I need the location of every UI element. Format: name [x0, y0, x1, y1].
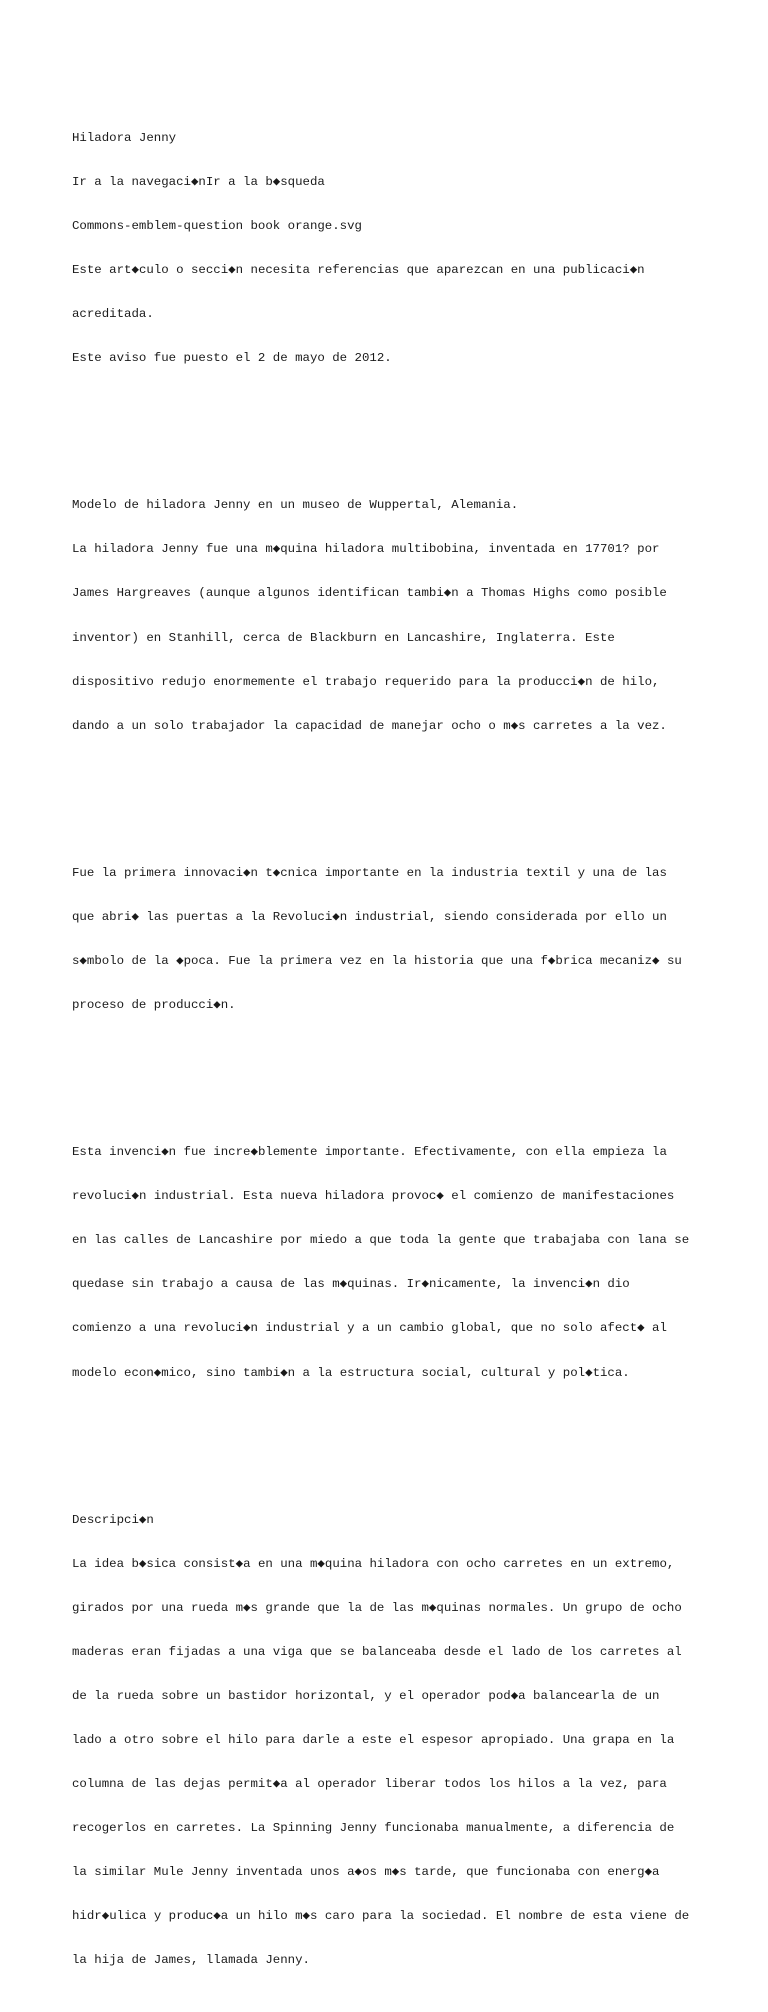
- section-description: [72, 1483, 702, 1997]
- paragraph-spacer: [72, 425, 702, 440]
- paragraph-importance: [72, 1116, 702, 1410]
- paragraph-line: proceso de producci◆n.: [72, 998, 236, 1013]
- paragraph-line: hidr◆ulica y produc◆a un hilo m◆s caro para la sociedad. El nombre de esta viene de: [72, 1909, 690, 1924]
- paragraph-line: maderas eran fijadas a una viga que se balanceaba desde el lado de los carretes al: [72, 1644, 682, 1659]
- paragraph-line: dispositivo redujo enormemente el trabajo requerido para la producci◆n de hilo,: [72, 674, 660, 689]
- notice-line: Este art◆culo o secci◆n necesita referencias que aparezcan en una publicaci◆n: [72, 263, 645, 278]
- paragraph-line: James Hargreaves (aunque algunos identifican tambi◆n a Thomas Highs como posible: [72, 586, 667, 601]
- paragraph-line: La hiladora Jenny fue una m◆quina hiladora multibobina, inventada en 17701? por: [72, 542, 660, 557]
- paragraph-spacer: [72, 1439, 702, 1454]
- paragraph-line: s◆mbolo de la ◆poca. Fue la primera vez en la historia que una f◆brica mecaniz◆ su: [72, 953, 682, 968]
- navigation-links[interactable]: Ir a la navegaci◆nIr a la b◆squeda: [72, 174, 325, 189]
- paragraph-line: girados por una rueda m◆s grande que la de las m◆quinas normales. Un grupo de ocho: [72, 1600, 682, 1615]
- paragraph-line: que abri◆ las puertas a la Revoluci◆n industrial, siendo considerada por ello un: [72, 909, 667, 924]
- section-heading: Descripci◆n: [72, 1512, 154, 1527]
- notice-line: acreditada.: [72, 307, 154, 322]
- paragraph-line: la hija de James, llamada Jenny.: [72, 1953, 310, 1968]
- document-body: [72, 72, 702, 2012]
- notice-date-line: Este aviso fue puesto el 2 de mayo de 2012.: [72, 351, 392, 366]
- paragraph-line: revoluci◆n industrial. Esta nueva hiladora provoc◆ el comienzo de manifestaciones: [72, 1189, 675, 1204]
- paragraph-innovation: [72, 836, 702, 1042]
- emblem-filename: Commons-emblem-question book orange.svg: [72, 219, 362, 233]
- page-title: Hiladora Jenny: [72, 130, 177, 145]
- paragraph-line: modelo econ◆mico, sino tambi◆n a la estructura social, cultural y pol◆tica.: [72, 1365, 630, 1380]
- paragraph-line: Fue la primera innovaci◆n t◆cnica importante en la industria textil y una de las: [72, 865, 667, 880]
- paragraph-line: comienzo a una revoluci◆n industrial y a un cambio global, que no solo afect◆ al: [72, 1321, 667, 1336]
- paragraph-line: quedase sin trabajo a causa de las m◆quinas. Ir◆nicamente, la invenci◆n dio: [72, 1277, 630, 1292]
- paragraph-line: de la rueda sobre un bastidor horizontal, y el operador pod◆a balancearla de un: [72, 1688, 660, 1703]
- header-block: [72, 101, 702, 395]
- paragraph-line: la similar Mule Jenny inventada unos a◆os m◆s tarde, que funcionaba con energ◆a: [72, 1865, 660, 1880]
- paragraph-spacer: [72, 1072, 702, 1087]
- paragraph-line: Esta invenci◆n fue incre◆blemente importante. Efectivamente, con ella empieza la: [72, 1145, 667, 1160]
- paragraph-line: La idea b◆sica consist◆a en una m◆quina hiladora con ocho carretes en un extremo,: [72, 1556, 675, 1571]
- paragraph-spacer: [72, 792, 702, 807]
- paragraph-line: en las calles de Lancashire por miedo a que toda la gente que trabajaba con lana se: [72, 1233, 690, 1248]
- paragraph-line: recogerlos en carretes. La Spinning Jenny funcionaba manualmente, a diferencia de: [72, 1821, 675, 1836]
- paragraph-line: columna de las dejas permit◆a al operador liberar todos los hilos a la vez, para: [72, 1777, 667, 1792]
- paragraph-line: lado a otro sobre el hilo para darle a este el espesor apropiado. Una grapa en la: [72, 1732, 675, 1747]
- intro-paragraph: [72, 469, 702, 763]
- image-caption: Modelo de hiladora Jenny en un museo de Wuppertal, Alemania.: [72, 498, 519, 513]
- paragraph-line: inventor) en Stanhill, cerca de Blackburn en Lancashire, Inglaterra. Este: [72, 630, 615, 645]
- paragraph-line: dando a un solo trabajador la capacidad de manejar ocho o m◆s carretes a la vez.: [72, 718, 667, 733]
